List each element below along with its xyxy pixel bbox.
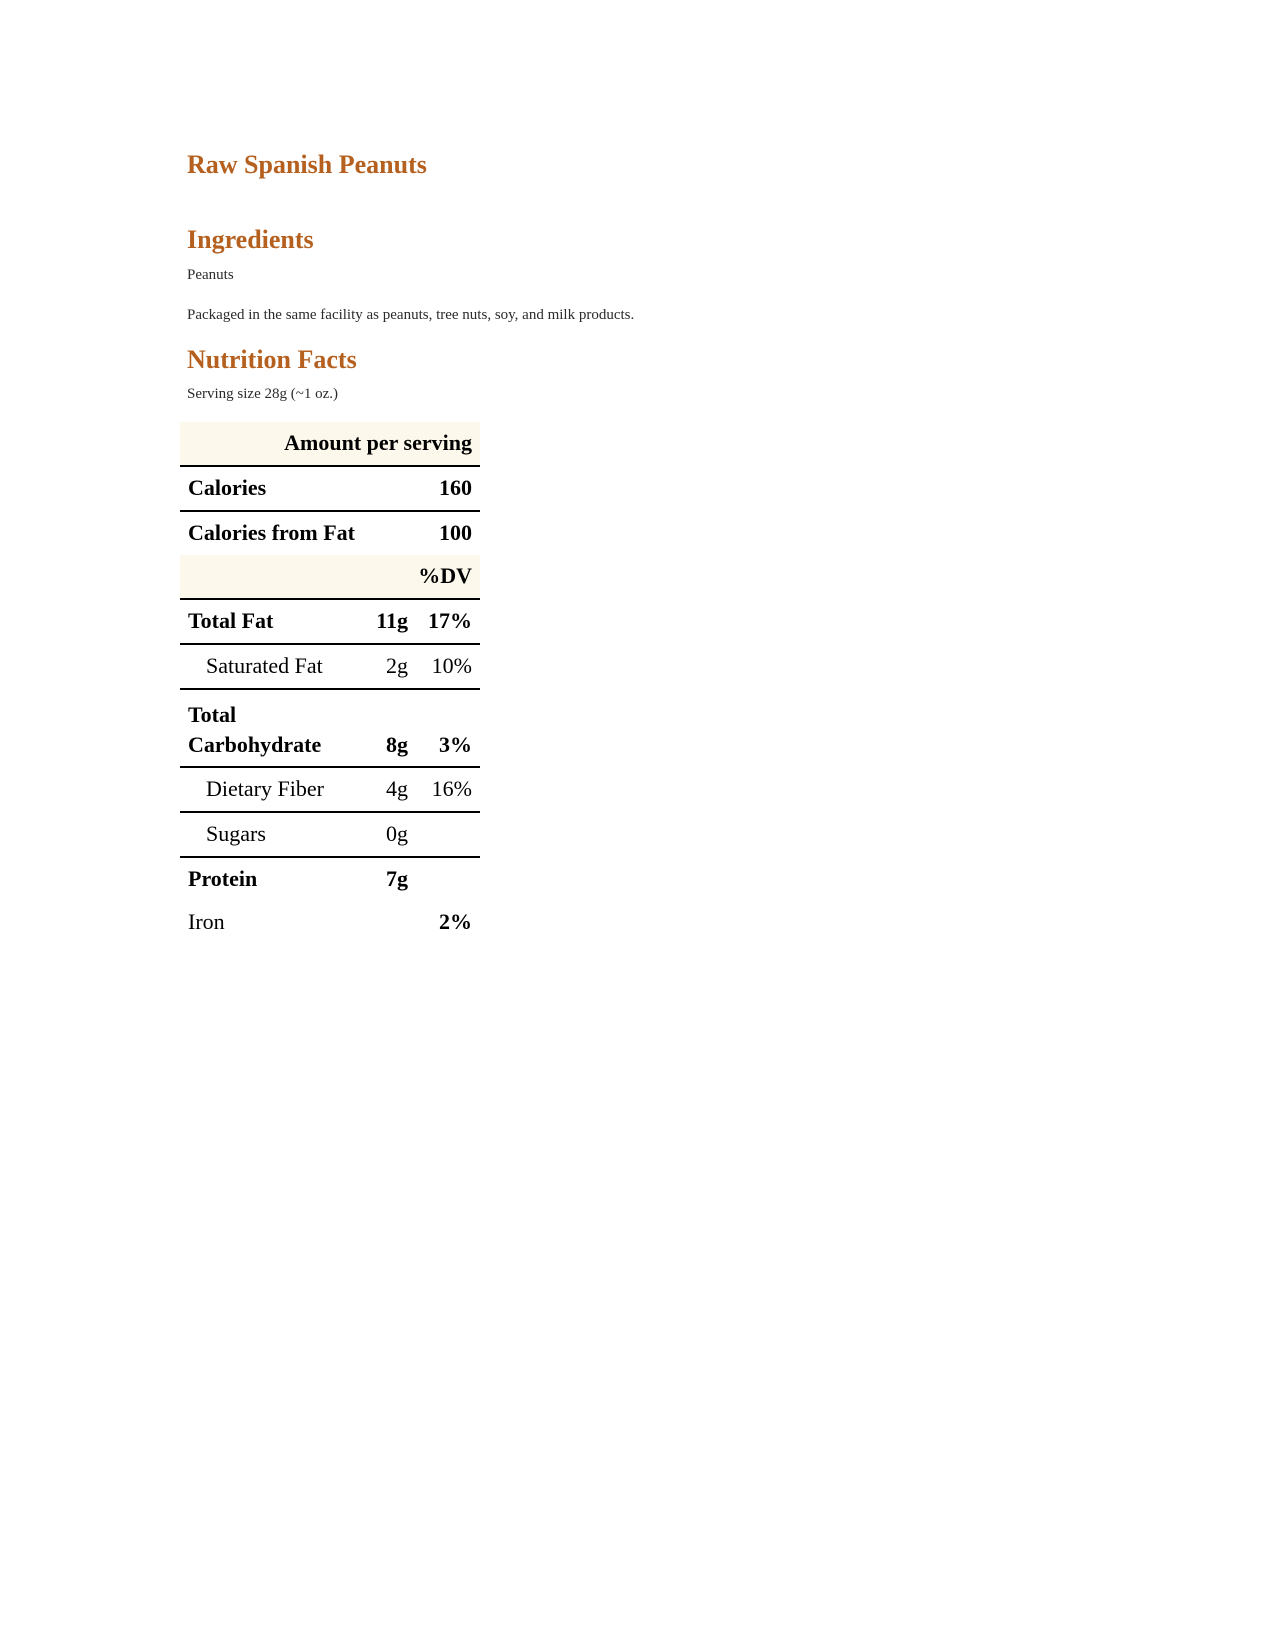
nutrient-label: Saturated Fat bbox=[180, 644, 356, 689]
amount-per-serving-row bbox=[180, 422, 480, 466]
nutrient-row-total-carbohydrate bbox=[180, 689, 480, 767]
nutrient-dv: 2% bbox=[439, 909, 472, 935]
ingredients-heading: Ingredients bbox=[187, 225, 314, 254]
nutrient-row-saturated-fat bbox=[180, 644, 480, 689]
calories-from-fat-row bbox=[180, 511, 480, 555]
calories-from-fat-label: Calories from Fat bbox=[188, 520, 355, 546]
nutrient-dv: 16% bbox=[414, 767, 480, 812]
nutrient-row-sugars bbox=[180, 812, 480, 857]
serving-size: Serving size 28g (~1 oz.) bbox=[187, 386, 338, 402]
nutrient-amount: 4g bbox=[356, 767, 414, 812]
nutrient-amount: 2g bbox=[356, 644, 414, 689]
nutrient-dv: 17% bbox=[414, 599, 480, 644]
nutrient-label: Iron bbox=[188, 909, 225, 935]
nutrient-amount: 8g bbox=[356, 689, 414, 767]
nutrient-label: Sugars bbox=[180, 812, 356, 857]
calories-value: 160 bbox=[414, 466, 480, 511]
nutrient-amount: 11g bbox=[356, 599, 414, 644]
nutrient-amount: 0g bbox=[356, 812, 414, 857]
nutrient-row-iron bbox=[180, 901, 480, 944]
nutrition-facts-table bbox=[180, 422, 480, 944]
nutrient-amount: 7g bbox=[386, 866, 408, 892]
nutrient-dv: 3% bbox=[414, 689, 480, 767]
calories-from-fat-value: 100 bbox=[439, 520, 472, 546]
nutrient-label: Total Carbohydrate bbox=[180, 689, 356, 767]
nutrition-facts-heading: Nutrition Facts bbox=[187, 345, 357, 374]
nutrient-label: Dietary Fiber bbox=[180, 767, 356, 812]
nutrient-label: Total Fat bbox=[180, 599, 356, 644]
product-title: Raw Spanish Peanuts bbox=[187, 150, 427, 179]
nutrient-amount bbox=[356, 901, 414, 944]
nutrient-dv bbox=[414, 812, 480, 857]
ingredients-text: Peanuts bbox=[187, 267, 234, 283]
nutrient-dv: 10% bbox=[414, 644, 480, 689]
nutrient-row-total-fat bbox=[180, 599, 480, 644]
nutrient-row-dietary-fiber bbox=[180, 767, 480, 812]
dv-header-row bbox=[180, 555, 480, 599]
dv-header: %DV bbox=[180, 555, 480, 599]
calories-label: Calories bbox=[180, 466, 414, 511]
calories-row bbox=[180, 466, 480, 511]
nutrient-row-protein bbox=[180, 857, 480, 901]
amount-per-serving-label: Amount per serving bbox=[180, 422, 480, 466]
facility-note: Packaged in the same facility as peanuts, tree nuts, soy, and milk products. bbox=[187, 307, 635, 323]
nutrient-label: Protein bbox=[188, 866, 258, 892]
nutrient-dv bbox=[414, 857, 480, 901]
